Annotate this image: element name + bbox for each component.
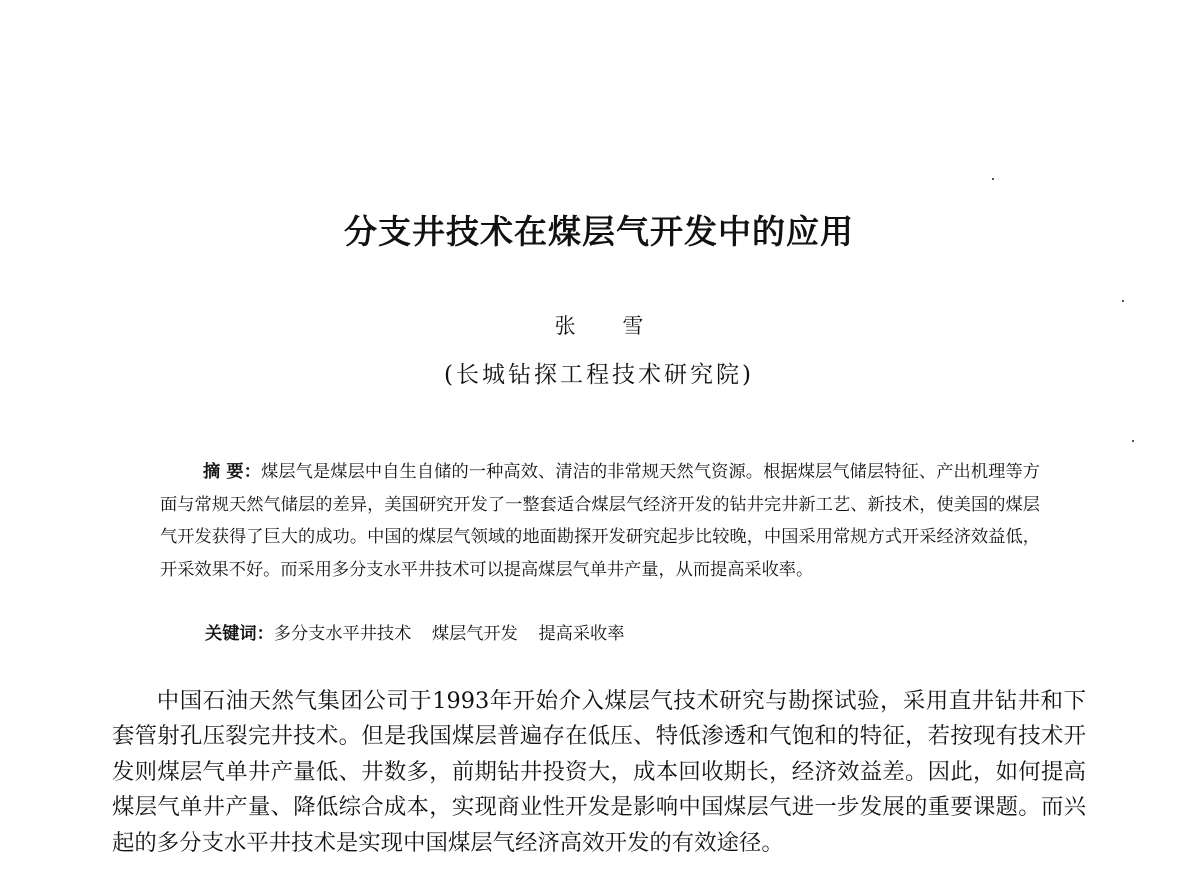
keyword-item: 多分支水平井技术 [273, 624, 412, 644]
body-section [112, 684, 1086, 861]
abstract [160, 456, 1040, 586]
author-name: 张 雪 [554, 314, 664, 338]
keyword-item: 提高采收率 [538, 624, 625, 644]
keyword-item: 煤层气开发 [431, 624, 518, 644]
paper-title: 分支井技术在煤层气开发中的应用 [344, 212, 854, 251]
scan-speck [1132, 440, 1134, 442]
scan-speck [1122, 300, 1124, 302]
body-paragraph: 中国石油天然气集团公司于1993年开始介入煤层气技术研究与勘探试验，采用直井钻井和下套管射孔压裂完井技术。但是我国煤层普遍存在低压、特低渗透和气饱和的特征，若按现有技术开发则煤层气单井产量低、井数多，前期钻井投资大，成本回收期长，经济效益差。因此，如何提高煤层气单井产量、降低综合成本，实现商业性开发是影响中国煤层气进一步发展的重要课题。而兴起的多分支水平井技术是实现中国煤层气经济高效开发的有效途径。 [112, 688, 1086, 856]
abstract-text: 煤层气是煤层中自生自储的一种高效、清洁的非常规天然气资源。根据煤层气储层特征、产出机理等方面与常规天然气储层的差异，美国研究开发了一整套适合煤层气经济开发的钻井完井新工艺、新技术，使美国的煤层气开发获得了巨大的成功。中国的煤层气领域的地面勘探开发研究起步比较晚，中国采用常规方式开采经济效益低，开采效果不好。而采用多分支水平井技术可以提高煤层气单井产量，从而提高采收率。 [160, 462, 1040, 580]
keywords-label: 关键词： [205, 624, 274, 644]
author-affiliation: (长城钻探工程技术研究院) [444, 362, 754, 388]
scan-speck [992, 178, 994, 180]
keywords [205, 620, 1005, 648]
abstract-label: 摘 要： [203, 462, 262, 482]
